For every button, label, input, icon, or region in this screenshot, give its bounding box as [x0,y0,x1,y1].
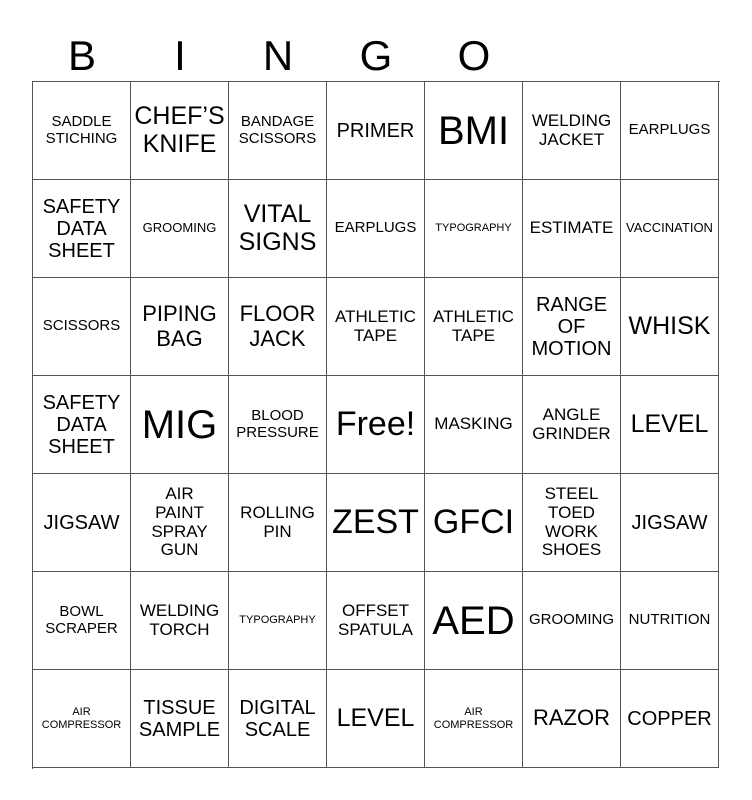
bingo-cell-label: LEVEL [630,409,709,438]
bingo-cell[interactable] [131,572,229,670]
bingo-cell[interactable] [131,670,229,768]
bingo-cell-label: VACCINATION [626,220,713,236]
bingo-cell-label: ANGLE GRINDER [532,404,611,443]
bingo-cell[interactable] [425,278,523,376]
bingo-cell-label: GROOMING [142,220,217,236]
bingo-cell-label: AED [432,598,515,643]
bingo-cell[interactable] [229,572,327,670]
bingo-cell[interactable] [523,278,621,376]
bingo-cell-label: AIR COMPRESSOR [41,706,122,731]
bingo-cell-label: Free! [335,404,416,443]
bingo-cell-label: RAZOR [533,705,610,731]
bingo-cell[interactable] [131,278,229,376]
bingo-cell[interactable] [425,376,523,474]
bingo-cell-label: BLOOD PRESSURE [236,407,319,441]
bingo-cell-label: WELDING TORCH [139,600,220,639]
bingo-cell[interactable] [33,670,131,768]
bingo-cell-label: BOWL SCRAPER [45,603,118,637]
bingo-cell[interactable] [229,82,327,180]
bingo-cell[interactable] [229,278,327,376]
bingo-cell-label: GFCI [432,502,515,541]
bingo-cell-label: NUTRITION [628,611,711,629]
bingo-cell[interactable] [425,670,523,768]
bingo-cell[interactable] [523,180,621,278]
bingo-cell-label: CHEF’S KNIFE [134,102,225,158]
bingo-cell[interactable] [33,82,131,180]
bingo-cell-label: DIGITAL SCALE [239,696,316,741]
bingo-cell[interactable] [523,474,621,572]
bingo-cell[interactable] [327,474,425,572]
bingo-cell[interactable] [523,572,621,670]
bingo-cell[interactable] [523,376,621,474]
bingo-board [32,81,720,769]
bingo-cell-label: LEVEL [336,703,415,732]
bingo-cell[interactable] [33,376,131,474]
bingo-cell[interactable] [327,180,425,278]
bingo-cell[interactable] [425,180,523,278]
header-letter-o: O [457,32,491,79]
bingo-cell-label: FLOOR JACK [239,301,316,351]
bingo-cell-label: BMI [437,108,510,153]
bingo-cell-label: EARPLUGS [628,121,711,139]
bingo-cell[interactable] [425,474,523,572]
bingo-cell-label: WELDING JACKET [531,110,612,149]
bingo-cell-label: ROLLING PIN [240,502,315,541]
bingo-cell-label: WHISK [628,311,711,340]
bingo-cell[interactable] [523,670,621,768]
bingo-header [33,30,719,82]
bingo-cell[interactable] [621,376,719,474]
bingo-cell[interactable] [425,572,523,670]
bingo-cell-label: TYPOGRAPHY [239,614,316,627]
bingo-cell-label: OFFSET SPATULA [338,600,413,639]
bingo-cell[interactable] [327,572,425,670]
header-letter-i: I [174,32,186,79]
bingo-cell[interactable] [131,180,229,278]
bingo-cell-label: ESTIMATE [529,218,614,238]
bingo-cell[interactable] [33,474,131,572]
header-letter-n: N [262,32,294,79]
bingo-cell-label: AIR PAINT SPRAY GUN [151,484,208,560]
bingo-cell[interactable] [131,376,229,474]
bingo-cell-label: ATHLETIC TAPE [335,306,416,345]
bingo-cell-label: RANGE OF MOTION [531,293,612,360]
bingo-cell[interactable] [621,82,719,180]
bingo-cell[interactable] [131,474,229,572]
bingo-cell-label: AIR COMPRESSOR [433,706,514,731]
bingo-cell-label: STEEL TOED WORK SHOES [541,484,602,560]
bingo-cell-label: JIGSAW [631,511,708,534]
bingo-cell[interactable] [621,278,719,376]
bingo-cell[interactable] [33,572,131,670]
bingo-cell-label: BANDAGE SCISSORS [238,113,317,147]
bingo-cell-label: MASKING [434,414,513,434]
bingo-cell[interactable] [425,82,523,180]
bingo-cell[interactable] [621,474,719,572]
bingo-cell[interactable] [327,376,425,474]
bingo-cell-label: TYPOGRAPHY [435,222,512,235]
bingo-cell-label: TISSUE SAMPLE [138,696,221,741]
bingo-cell[interactable] [327,670,425,768]
bingo-cell-label: GROOMING [529,611,614,629]
bingo-cell-label: EARPLUGS [334,219,417,237]
bingo-cell[interactable] [621,670,719,768]
bingo-cell[interactable] [229,376,327,474]
bingo-cell[interactable] [229,670,327,768]
bingo-cell[interactable] [229,180,327,278]
bingo-cell-label: MIG [141,402,218,447]
bingo-cell-label: SAFETY DATA SHEET [42,195,121,262]
bingo-cell[interactable] [621,180,719,278]
bingo-cell-label: JIGSAW [43,511,120,534]
bingo-cell-label: PIPING BAG [142,301,217,351]
bingo-cell-label: COPPER [627,707,712,730]
bingo-cell-label: VITAL SIGNS [238,200,317,256]
bingo-cell[interactable] [229,474,327,572]
bingo-cell[interactable] [621,572,719,670]
bingo-cell[interactable] [33,180,131,278]
bingo-cell[interactable] [523,82,621,180]
header-letter-b: B [67,32,96,79]
bingo-cell[interactable] [33,278,131,376]
bingo-cell-label: ZEST [332,502,419,541]
bingo-cell-label: PRIMER [336,119,415,142]
header-letter-g: G [359,32,393,79]
bingo-cell-label: ATHLETIC TAPE [433,306,514,345]
bingo-cell-label: SAFETY DATA SHEET [42,391,121,458]
bingo-cell-label: SCISSORS [42,317,121,335]
bingo-cell[interactable] [327,278,425,376]
bingo-cell[interactable] [327,82,425,180]
bingo-cell[interactable] [131,82,229,180]
bingo-cell-label: SADDLE STICHING [45,113,118,147]
